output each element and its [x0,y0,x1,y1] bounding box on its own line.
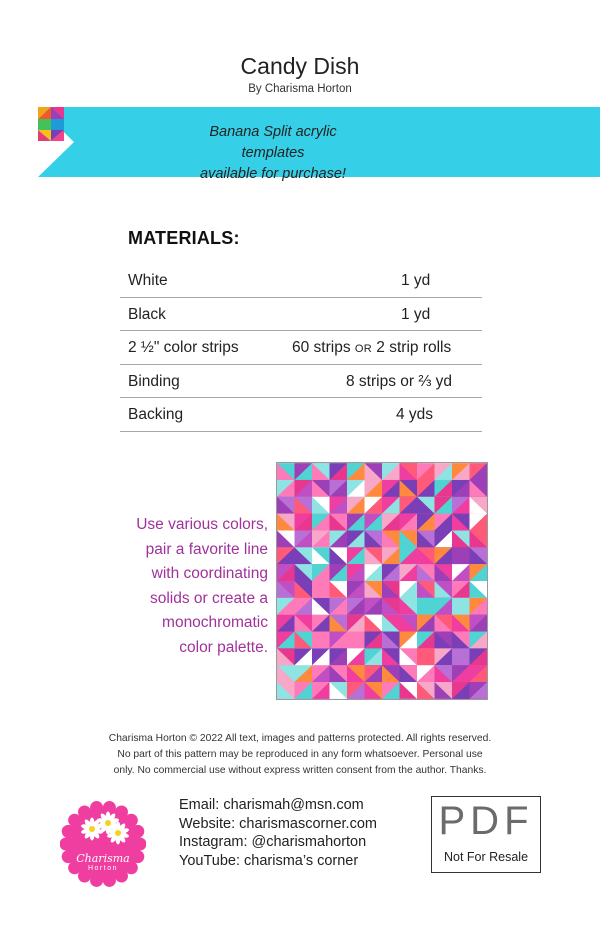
material-quantity: 1 yd [401,272,431,289]
copyright-notice [60,731,540,779]
page-title: Candy Dish [240,53,360,79]
material-quantity: 1 yd [401,305,431,323]
not-for-resale-label: Not For Resale [443,850,529,864]
contact-info [179,796,377,870]
promo-banner [38,107,600,182]
tip-line: monochromatic [162,614,268,631]
banner-message [178,122,368,185]
logo-word-horton: Horton [87,865,118,872]
tip-line: solids or create a [149,589,268,607]
quantity-or: OR [354,343,372,355]
logo-word-charisma: Charisma [76,852,130,865]
material-quantity: 8 strips or ⅔ yd [346,372,452,390]
materials-heading: MATERIALS: [128,228,240,248]
tip-line: color palette. [179,638,268,656]
material-name: Backing [128,406,184,423]
legal-line: No part of this pattern may be reproduced in any form whatsoever. Personal use [117,749,483,760]
pdf-label: PDF [438,799,534,843]
quantity-part: 60 strips [292,339,355,356]
legal-line: Charisma Horton © 2022 All text, images and patterns protected. All rights reserved. [108,733,492,744]
contact-instagram[interactable]: Instagram: @charismahorton [179,834,367,850]
contact-email[interactable]: Email: charismah@msn.com [179,797,364,813]
material-quantity: 4 yds [396,406,434,423]
materials-row [120,398,482,432]
tip-line: pair a favorite line [145,540,268,558]
tip-line: with coordinating [151,565,268,582]
material-quantity [292,339,451,357]
contact-website[interactable]: Website: charismascorner.com [179,815,377,832]
banner-line-1: Banana Split acrylic templates [209,124,337,161]
color-tip [96,513,268,660]
quantity-part: 2 strip rolls [372,339,452,356]
author-byline: By Charisma Horton [248,83,352,95]
material-name: White [128,272,168,289]
banner-line-2: available for purchase! [200,166,346,182]
pdf-not-for-resale-badge [431,796,541,873]
materials-row [120,331,482,365]
legal-line: only. No commercial use without express written consent from the author. Thanks. [113,765,487,776]
logo-badge [60,801,146,887]
materials-row [120,365,482,399]
contact-youtube[interactable]: YouTube: charisma’s corner [179,852,359,869]
material-name: Binding [128,372,180,390]
templates-icon [38,107,64,141]
quilt-image [276,462,488,700]
material-name: 2 ½" color strips [128,339,239,356]
materials-row [120,298,482,332]
materials-row [120,264,482,298]
materials-table [120,264,482,432]
material-name: Black [128,305,166,323]
charisma-horton-logo [60,801,146,887]
tip-line: Use various colors, [136,516,268,533]
